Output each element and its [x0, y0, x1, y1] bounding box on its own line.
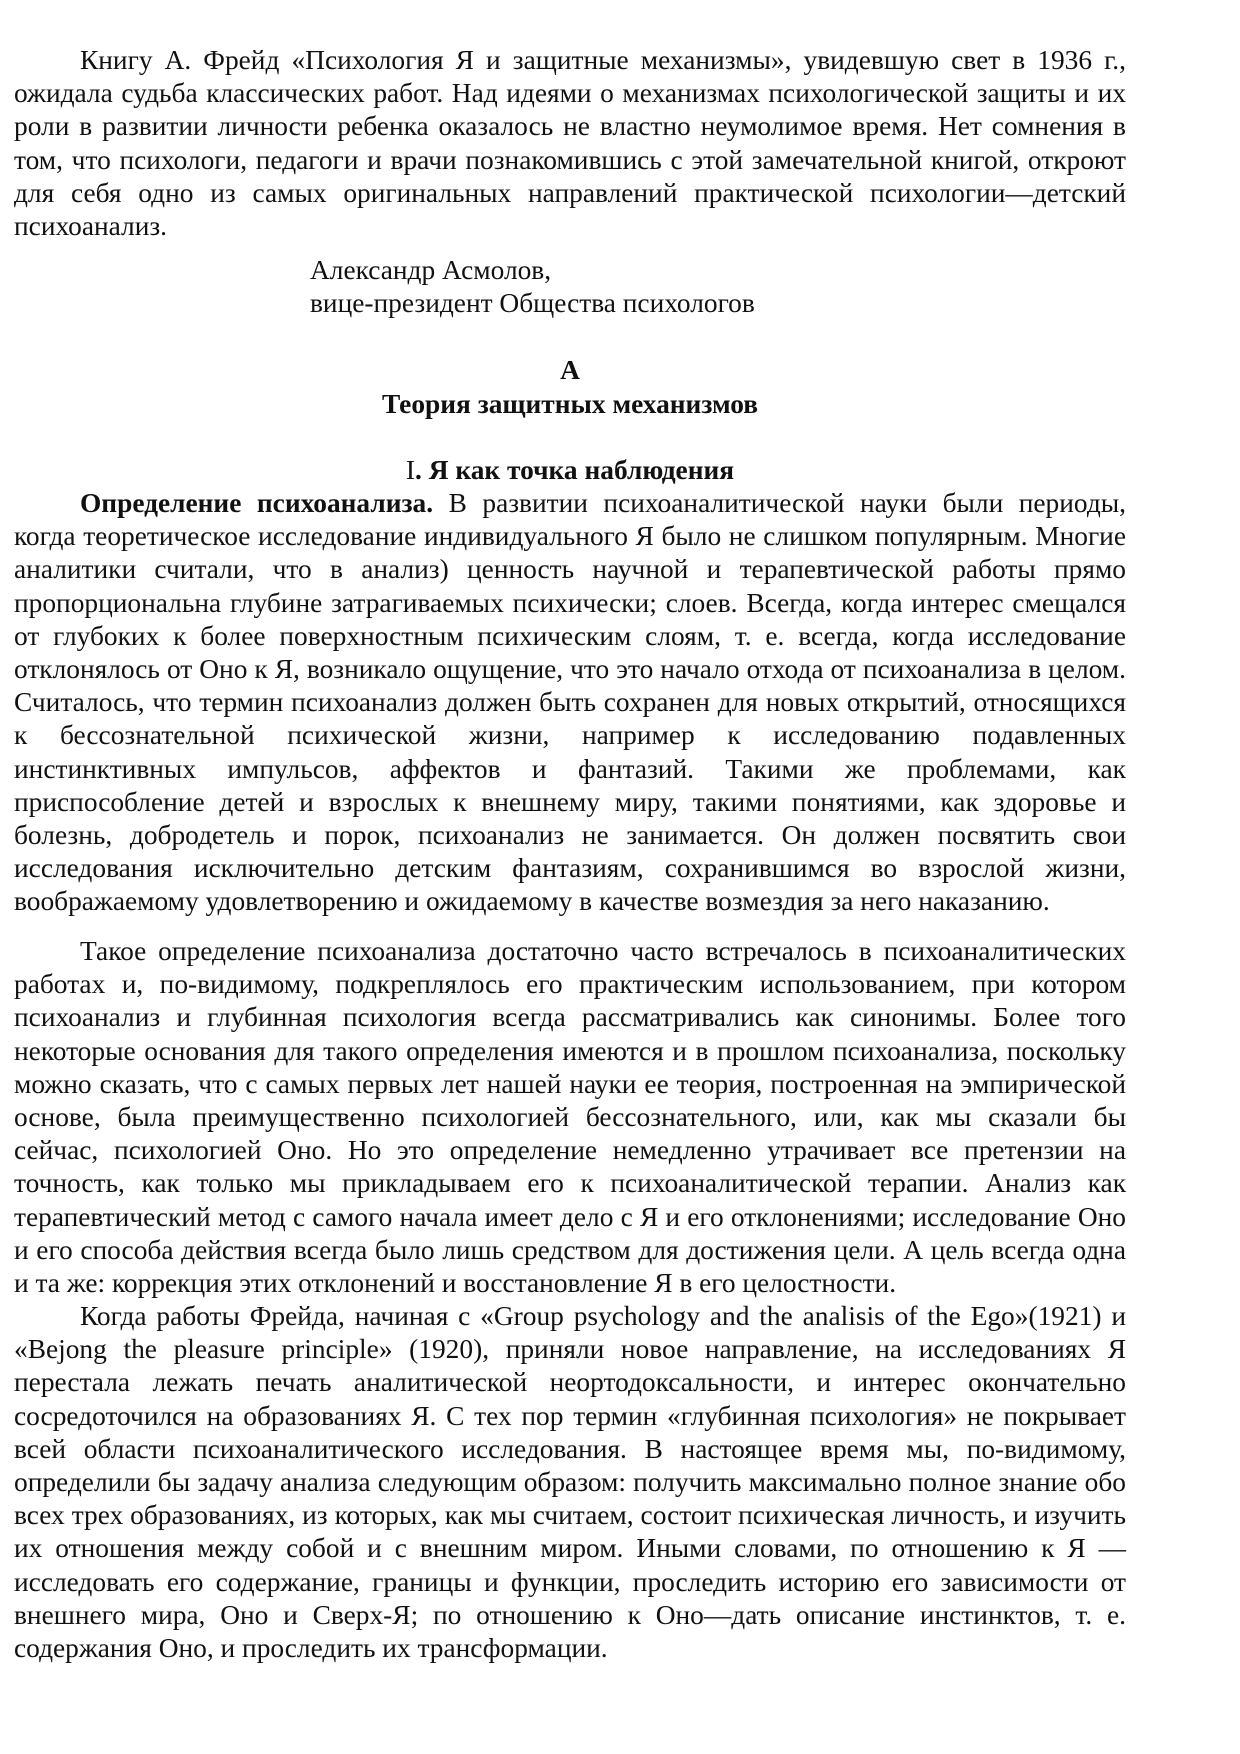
signature-title: вице-президент Общества психологов — [310, 288, 755, 318]
signature-name: Александр Асмолов, — [310, 255, 552, 285]
intro-paragraph: Книгу А. Фрейд «Психология Я и защитные механизмы», увидевшую свет в 1936 г., ожидала судьба классических работ. Над идеями о механизмах психологической защиты и их роли в развитии личности ребенка оказалось не властно неумолимое время. Нет сомнения в том, что психологи, педагоги и врачи познакомившись с этой замечательной книгой, откроют для себя одно из самых оригинальных направлений практической психологии—детский психоанализ. — [14, 45, 1126, 242]
body-paragraph-3: Когда работы Фрейда, начиная с «Group psychology and the analisis of the Ego»(1921) и «Bejong the pleasure principle» (1920), приняли новое направление, на исследованиях Я перестала лежать печать аналитической неортодоксальности, и интерес окончательно сосредоточился на образованиях Я. С тех пор термин «глубинная психология» не покрывает всей области психоаналитического исследования. В настоящее время мы, по-видимому, определили бы задачу анализа следующим образом: получить максимально полное знание обо всех трех образованиях, из которых, как мы считаем, состоит психическая личность, и изучить их отношения между собой и с внешним миром. Иными словами, по отношению к Я — исследовать его содержание, границы и функции, проследить историю его зависимости от внешнего мира, Оно и Сверх-Я; по отношению к Оно—дать описание инстинктов, т. е. содержания Оно, и проследить их трансформации. — [14, 1301, 1126, 1664]
chapter-heading — [14, 454, 1126, 487]
chapter-title: . Я как точка наблюдения — [415, 455, 735, 485]
body-paragraph-2: Такое определение психоанализа достаточно часто встречалось в психоаналитических работах и, по-видимому, подкреплялось его практическим использованием, при котором психоанализ и глубинная психология всегда рассматривались как синонимы. Более того некоторые основания для такого определения имеются и в прошлом психоанализа, поскольку можно сказать, что с самых первых лет нашей науки ее теория, построенная на эмпирической основе, была преимущественно психологией бессознательного, или, как мы сказали бы сейчас, психологией Оно. Но это определение немедленно утрачивает все претензии на точность, как только мы прикладываем его к психоаналитической терапии. Анализ как терапевтический метод с самого начала имеет дело с Я и его отклонениями; исследование Оно и его способа действия всегда было лишь средством для достижения цели. А цель всегда одна и та же: коррекция этих отклонений и восстановление Я в его целостности. — [14, 936, 1126, 1299]
paragraph-lead: Определение психоанализа. — [80, 488, 434, 518]
section-title: Теория защитных механизмов — [381, 389, 759, 419]
section-letter: А — [560, 355, 580, 385]
paragraph-text: В развитии психоаналитической науки были периоды, когда теоретическое исследование индивидуального Я было не слишком популярным. Многие аналитики считали, что в анализ) ценность научной и терапевтической работы прямо пропорциональна глубине затрагиваемых психически; слоев. Всегда, когда интерес смещался от глубоких к более поверхностным психическим слоям, т. е. всегда, когда исследование отклонялось от Оно к Я, возникало ощущение, что это начало отхода от психоанализа в целом. Считалось, что термин психоанализ должен быть сохранен для новых открытий, относящихся к бессознательной психической жизни, например к исследованию подавленных инстинктивных импульсов, аффектов и фантазий. Такими же проблемами, как приспособление детей и взрослых к внешнему миру, такими понятиями, как здоровье и болезнь, добродетель и порок, психоанализ не занимается. Он должен посвятить свои исследования исключительно детским фантазиям, сохранившимся во взрослой жизни, воображаемому удовлетворению и ожидаемому в качестве возмездия за него наказанию. — [14, 488, 1127, 917]
chapter-number: I — [405, 455, 416, 485]
body-paragraph-1 — [14, 487, 1126, 919]
